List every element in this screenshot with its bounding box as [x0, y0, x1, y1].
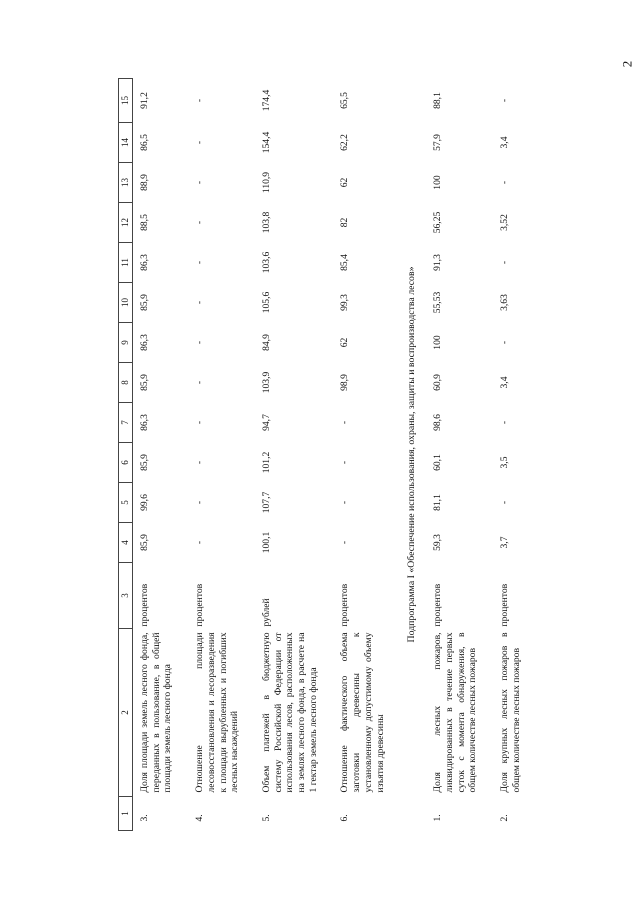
table-row — [493, 79, 536, 831]
value-cell: - — [194, 460, 206, 465]
value-cell: 101,2 — [260, 451, 272, 474]
row-number: 1. — [432, 814, 444, 822]
value-cell: 100 — [432, 335, 444, 350]
value-cell: - — [194, 140, 206, 145]
column-number: 4 — [119, 523, 133, 563]
indicators-table — [118, 78, 536, 831]
indicator-name: Объем платежей в бюджетную систему Российской Федерации от использования лесов, расположенных на землях лесного фонда, в расчете на 1 гектар земель лесного фонда — [260, 632, 319, 793]
column-number: 12 — [119, 203, 133, 243]
value-cell: 86,5 — [139, 134, 150, 151]
column-number: 3 — [119, 563, 133, 629]
row-number: 3. — [139, 814, 150, 822]
value-cell: 91,2 — [139, 92, 150, 109]
value-cell: - — [194, 220, 206, 225]
value-cell: 91,3 — [432, 254, 444, 271]
value-cell: 88,5 — [139, 214, 150, 231]
value-cell: 60,9 — [432, 374, 444, 391]
value-cell: - — [194, 260, 206, 265]
table-row — [426, 79, 493, 831]
value-cell: 3,5 — [499, 456, 510, 469]
column-number: 11 — [119, 243, 133, 283]
table-row — [255, 79, 334, 831]
value-cell: - — [499, 260, 510, 265]
value-cell: - — [499, 180, 510, 185]
indicator-name: Отношение фактического объема заготовки древесины к установленному допустимому объему изъятия древесины — [339, 632, 386, 793]
value-cell: 154,4 — [260, 131, 272, 154]
column-number: 15 — [119, 79, 133, 123]
column-number: 14 — [119, 123, 133, 163]
value-cell: 3,52 — [499, 214, 510, 231]
unit-cell: процентов — [499, 583, 510, 627]
unit-cell: процентов — [432, 583, 444, 627]
value-cell: 81,1 — [432, 494, 444, 511]
value-cell: - — [339, 420, 351, 425]
subprogram-heading-row — [400, 79, 426, 831]
value-cell: 62,2 — [339, 134, 351, 151]
value-cell: - — [339, 540, 351, 545]
value-cell: 99,6 — [139, 494, 150, 511]
table-body — [133, 79, 537, 831]
value-cell: 57,9 — [432, 134, 444, 151]
row-number: 5. — [260, 814, 272, 822]
value-cell: - — [194, 500, 206, 505]
row-number: 4. — [194, 814, 206, 822]
value-cell: 85,4 — [339, 254, 351, 271]
value-cell: 110,9 — [260, 171, 272, 194]
value-cell: 174,4 — [260, 89, 272, 112]
value-cell: 84,9 — [260, 334, 272, 351]
value-cell: 3,4 — [499, 376, 510, 389]
value-cell: 88,1 — [432, 92, 444, 109]
value-cell: 3,63 — [499, 294, 510, 311]
row-number: 6. — [339, 814, 351, 822]
value-cell: 85,9 — [139, 454, 150, 471]
value-cell: 55,53 — [432, 291, 444, 314]
unit-cell: процентов — [339, 583, 351, 627]
value-cell: - — [194, 420, 206, 425]
value-cell: - — [499, 98, 510, 103]
value-cell: 86,3 — [139, 334, 150, 351]
value-cell: 103,8 — [260, 211, 272, 234]
column-number: 7 — [119, 403, 133, 443]
value-cell: 88,9 — [139, 174, 150, 191]
value-cell: - — [194, 180, 206, 185]
value-cell: 85,9 — [139, 374, 150, 391]
value-cell: 98,9 — [339, 374, 351, 391]
value-cell: 3,7 — [499, 536, 510, 549]
value-cell: 103,6 — [260, 251, 272, 274]
table-row — [133, 79, 189, 831]
indicator-name: Доля площади земель лесного фонда, переданных в пользование, в общей площади земель лесного фонда — [139, 632, 174, 793]
page-number: 2 — [618, 60, 634, 68]
column-number: 5 — [119, 483, 133, 523]
value-cell: 100 — [432, 175, 444, 190]
value-cell: 82 — [339, 217, 351, 228]
value-cell: - — [194, 340, 206, 345]
table-row — [188, 79, 255, 831]
value-cell: 60,1 — [432, 454, 444, 471]
value-cell: - — [194, 300, 206, 305]
value-cell: - — [499, 500, 510, 505]
value-cell: 62 — [339, 337, 351, 348]
value-cell: 105,6 — [260, 291, 272, 314]
value-cell: - — [339, 500, 351, 505]
indicator-name: Отношение площади лесовосстановления и лесоразведения к площади вырубленных и погибших лесных насаждений — [194, 632, 241, 793]
value-cell: 107,7 — [260, 491, 272, 514]
value-cell: 98,6 — [432, 414, 444, 431]
indicator-name: Доля лесных пожаров, ликвидированных в течение первых суток с момента обнаружения, в общем количестве лесных пожаров — [432, 632, 479, 793]
column-number: 8 — [119, 363, 133, 403]
value-cell: 62 — [339, 177, 351, 188]
column-number: 2 — [119, 629, 133, 797]
value-cell: - — [194, 540, 206, 545]
value-cell: 86,3 — [139, 254, 150, 271]
column-number: 1 — [119, 797, 133, 831]
unit-cell: рублей — [260, 598, 272, 627]
subprogram-title: Подпрограмма I «Обеспечение использования, охраны, защиты и воспроизводства лесов» — [406, 266, 418, 643]
value-cell: 56,25 — [432, 211, 444, 234]
value-cell: - — [194, 98, 206, 103]
value-cell: - — [339, 460, 351, 465]
value-cell: 103,9 — [260, 371, 272, 394]
value-cell: 59,3 — [432, 534, 444, 551]
column-number: 9 — [119, 323, 133, 363]
column-number-row — [119, 79, 133, 831]
column-number: 10 — [119, 283, 133, 323]
value-cell: 85,9 — [139, 294, 150, 311]
value-cell: 86,3 — [139, 414, 150, 431]
value-cell: 3,4 — [499, 136, 510, 149]
row-number: 2. — [499, 814, 510, 822]
value-cell: - — [499, 340, 510, 345]
value-cell: 99,3 — [339, 294, 351, 311]
value-cell: - — [194, 380, 206, 385]
value-cell: 94,7 — [260, 414, 272, 431]
indicator-name: Доля крупных лесных пожаров в общем количестве лесных пожаров — [499, 632, 522, 793]
unit-cell: процентов — [139, 583, 150, 627]
value-cell: 65,5 — [339, 92, 351, 109]
unit-cell: процентов — [194, 583, 206, 627]
column-number: 6 — [119, 443, 133, 483]
column-number: 13 — [119, 163, 133, 203]
table-row — [333, 79, 400, 831]
value-cell: 85,9 — [139, 534, 150, 551]
value-cell: 100,1 — [260, 531, 272, 554]
value-cell: - — [499, 420, 510, 425]
